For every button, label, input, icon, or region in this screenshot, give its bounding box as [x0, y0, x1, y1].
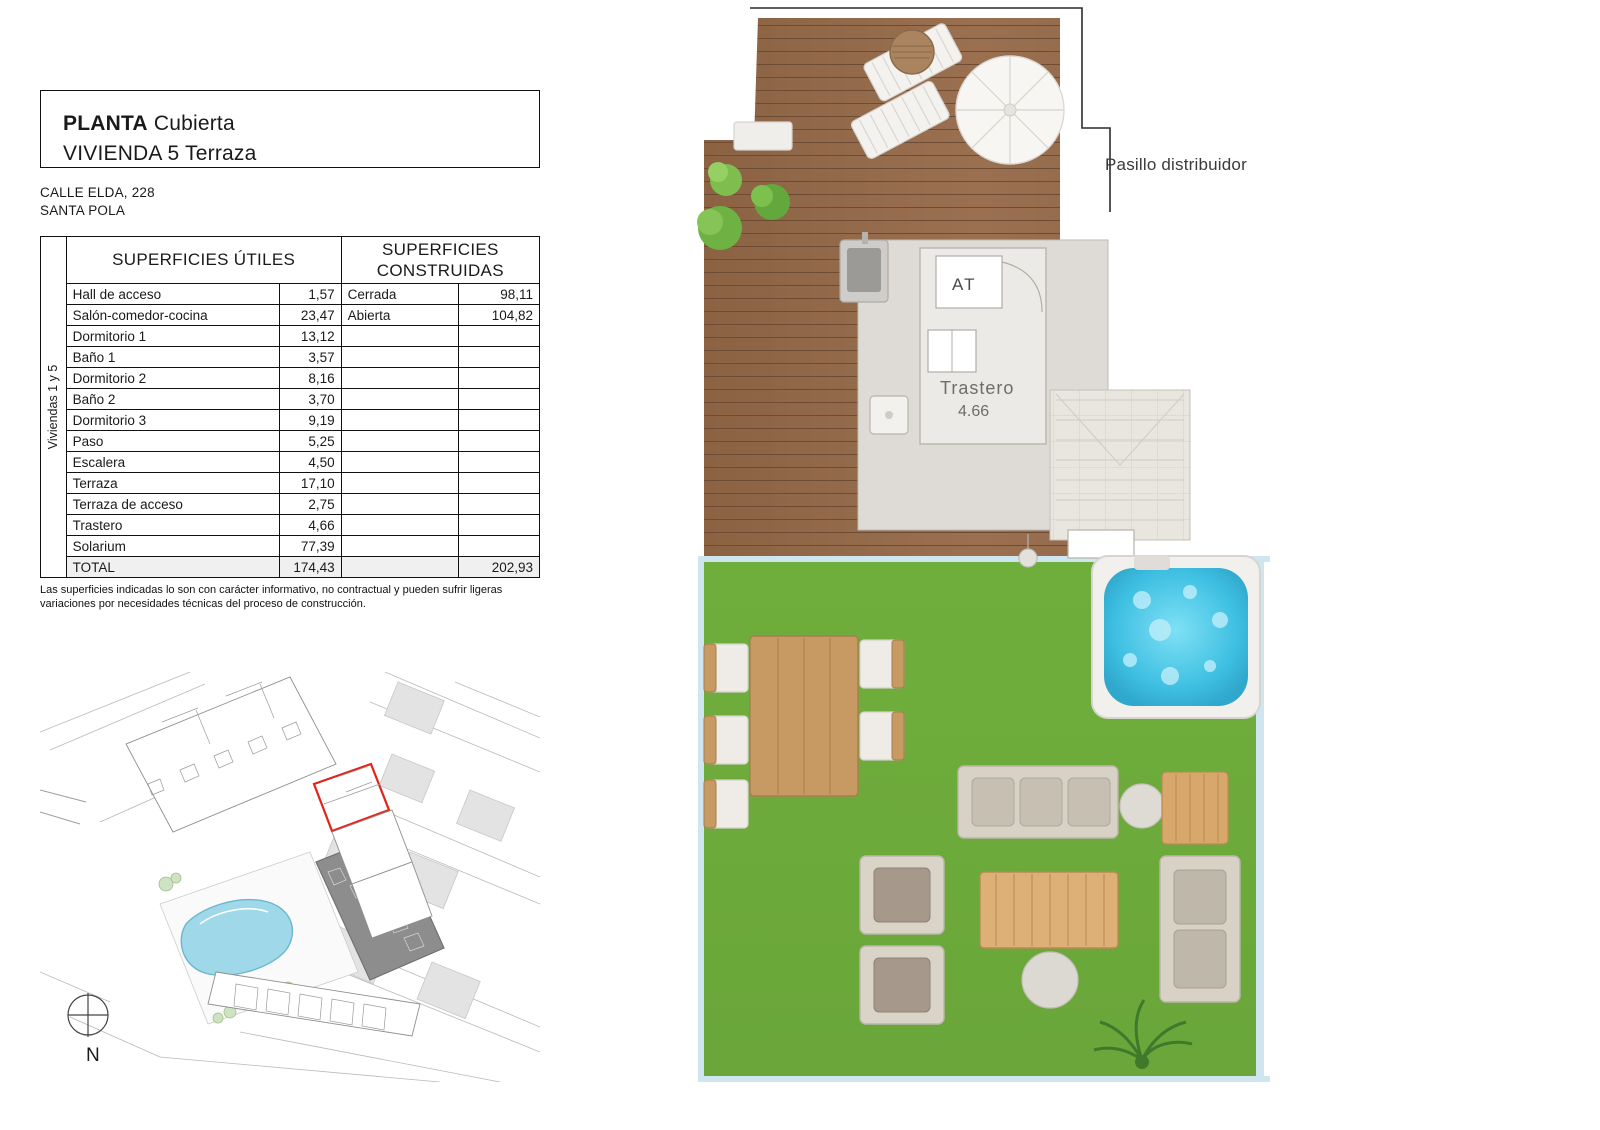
row-name: Terraza [66, 473, 279, 494]
row-name-construida [341, 410, 458, 431]
row-name-construida: Cerrada [341, 284, 458, 305]
table-row [41, 494, 540, 515]
row-name-construida [341, 473, 458, 494]
table-row [41, 452, 540, 473]
row-value-construida [458, 494, 539, 515]
row-value: 77,39 [279, 536, 341, 557]
row-name-construida [341, 368, 458, 389]
row-value-construida [458, 473, 539, 494]
table-row [41, 305, 540, 326]
at-label: AT [952, 275, 977, 294]
row-value-construida: 104,82 [458, 305, 539, 326]
compass-north-label: N [86, 1045, 100, 1066]
row-name-construida [341, 515, 458, 536]
table-row [41, 515, 540, 536]
row-name: Dormitorio 2 [66, 368, 279, 389]
row-value: 4,50 [279, 452, 341, 473]
row-name: Baño 2 [66, 389, 279, 410]
wood-coffee-table [980, 872, 1118, 948]
side-table-round [1120, 784, 1164, 828]
title-planta: PLANTA [63, 112, 148, 135]
row-name: Hall de acceso [66, 284, 279, 305]
row-value-construida [458, 431, 539, 452]
left-column [40, 90, 540, 611]
table-total-row [41, 557, 540, 578]
title-cubierta: Cubierta [153, 112, 235, 135]
side-label-cell [41, 237, 67, 578]
row-name: Trastero [66, 515, 279, 536]
bbq-grill [840, 232, 888, 302]
wood-bench-right [1162, 772, 1228, 844]
row-name-construida [341, 452, 458, 473]
row-name: Dormitorio 3 [66, 410, 279, 431]
row-value: 9,19 [279, 410, 341, 431]
header-construidas: SUPERFICIES CONSTRUIDAS [341, 237, 539, 284]
table-row [41, 389, 540, 410]
row-name: Solarium [66, 536, 279, 557]
row-value-construida [458, 515, 539, 536]
trastero-label: Trastero [940, 378, 1015, 398]
address-block [40, 184, 540, 220]
compass [58, 987, 138, 1077]
table-row [41, 368, 540, 389]
total-label-construida [341, 557, 458, 578]
lounge-sofa-right [1160, 856, 1240, 1002]
total-value-util: 174,43 [279, 557, 341, 578]
row-name: Escalera [66, 452, 279, 473]
round-stool [1022, 952, 1078, 1008]
row-value: 1,57 [279, 284, 341, 305]
row-name: Terraza de acceso [66, 494, 279, 515]
armchair-1 [860, 856, 944, 934]
table-row [41, 536, 540, 557]
surfaces-table [40, 236, 540, 578]
side-label-text: Viviendas 1 y 5 [46, 364, 61, 450]
lounge-sofa-top [958, 766, 1118, 838]
title-vivienda: VIVIENDA 5 [63, 142, 180, 165]
table-row [41, 473, 540, 494]
row-value: 2,75 [279, 494, 341, 515]
row-name-construida [341, 389, 458, 410]
row-value: 3,70 [279, 389, 341, 410]
total-label: TOTAL [66, 557, 279, 578]
table-row [41, 326, 540, 347]
row-value: 23,47 [279, 305, 341, 326]
title-box [40, 90, 540, 168]
title-line-2 [63, 139, 517, 169]
table-row [41, 410, 540, 431]
row-value: 13,12 [279, 326, 341, 347]
row-value: 8,16 [279, 368, 341, 389]
row-value: 3,57 [279, 347, 341, 368]
table-row [41, 347, 540, 368]
table-header-row [41, 237, 540, 284]
address-line-2: SANTA POLA [40, 203, 126, 218]
header-utiles: SUPERFICIES ÚTILES [66, 237, 341, 284]
row-value: 17,10 [279, 473, 341, 494]
table-row [41, 431, 540, 452]
total-value-construida: 202,93 [458, 557, 539, 578]
title-line-1 [63, 109, 517, 139]
site-plan [40, 672, 540, 1082]
row-name-construida [341, 326, 458, 347]
title-terraza: Terraza [185, 142, 257, 165]
surfaces-table-wrapper [40, 236, 540, 611]
row-value-construida [458, 410, 539, 431]
row-value-construida [458, 347, 539, 368]
row-name-construida [341, 494, 458, 515]
row-value-construida [458, 326, 539, 347]
row-name: Salón-comedor-cocina [66, 305, 279, 326]
jacuzzi [1092, 556, 1260, 718]
row-value-construida [458, 452, 539, 473]
round-table-top [890, 30, 934, 74]
parasol [956, 56, 1064, 164]
table-row [41, 284, 540, 305]
trastero-area-label: 4.66 [958, 403, 990, 420]
row-name-construida [341, 431, 458, 452]
row-name: Baño 1 [66, 347, 279, 368]
armchair-2 [860, 946, 944, 1024]
row-value-construida [458, 368, 539, 389]
row-value-construida [458, 536, 539, 557]
row-name-construida [341, 347, 458, 368]
row-name-construida: Abierta [341, 305, 458, 326]
row-value: 5,25 [279, 431, 341, 452]
address-line-1: CALLE ELDA, 228 [40, 185, 155, 200]
row-value-construida: 98,11 [458, 284, 539, 305]
row-value-construida [458, 389, 539, 410]
row-name: Dormitorio 1 [66, 326, 279, 347]
row-value: 4,66 [279, 515, 341, 536]
pasillo-distribuidor-label: Pasillo distribuidor [1105, 155, 1247, 174]
deck-mat [734, 122, 792, 150]
row-name-construida [341, 536, 458, 557]
row-name: Paso [66, 431, 279, 452]
table-note: Las superficies indicadas lo son con carácter informativo, no contractual y pueden sufrir ligeras variaciones por necesidades técnicas del proceso de construcción. [40, 584, 503, 610]
